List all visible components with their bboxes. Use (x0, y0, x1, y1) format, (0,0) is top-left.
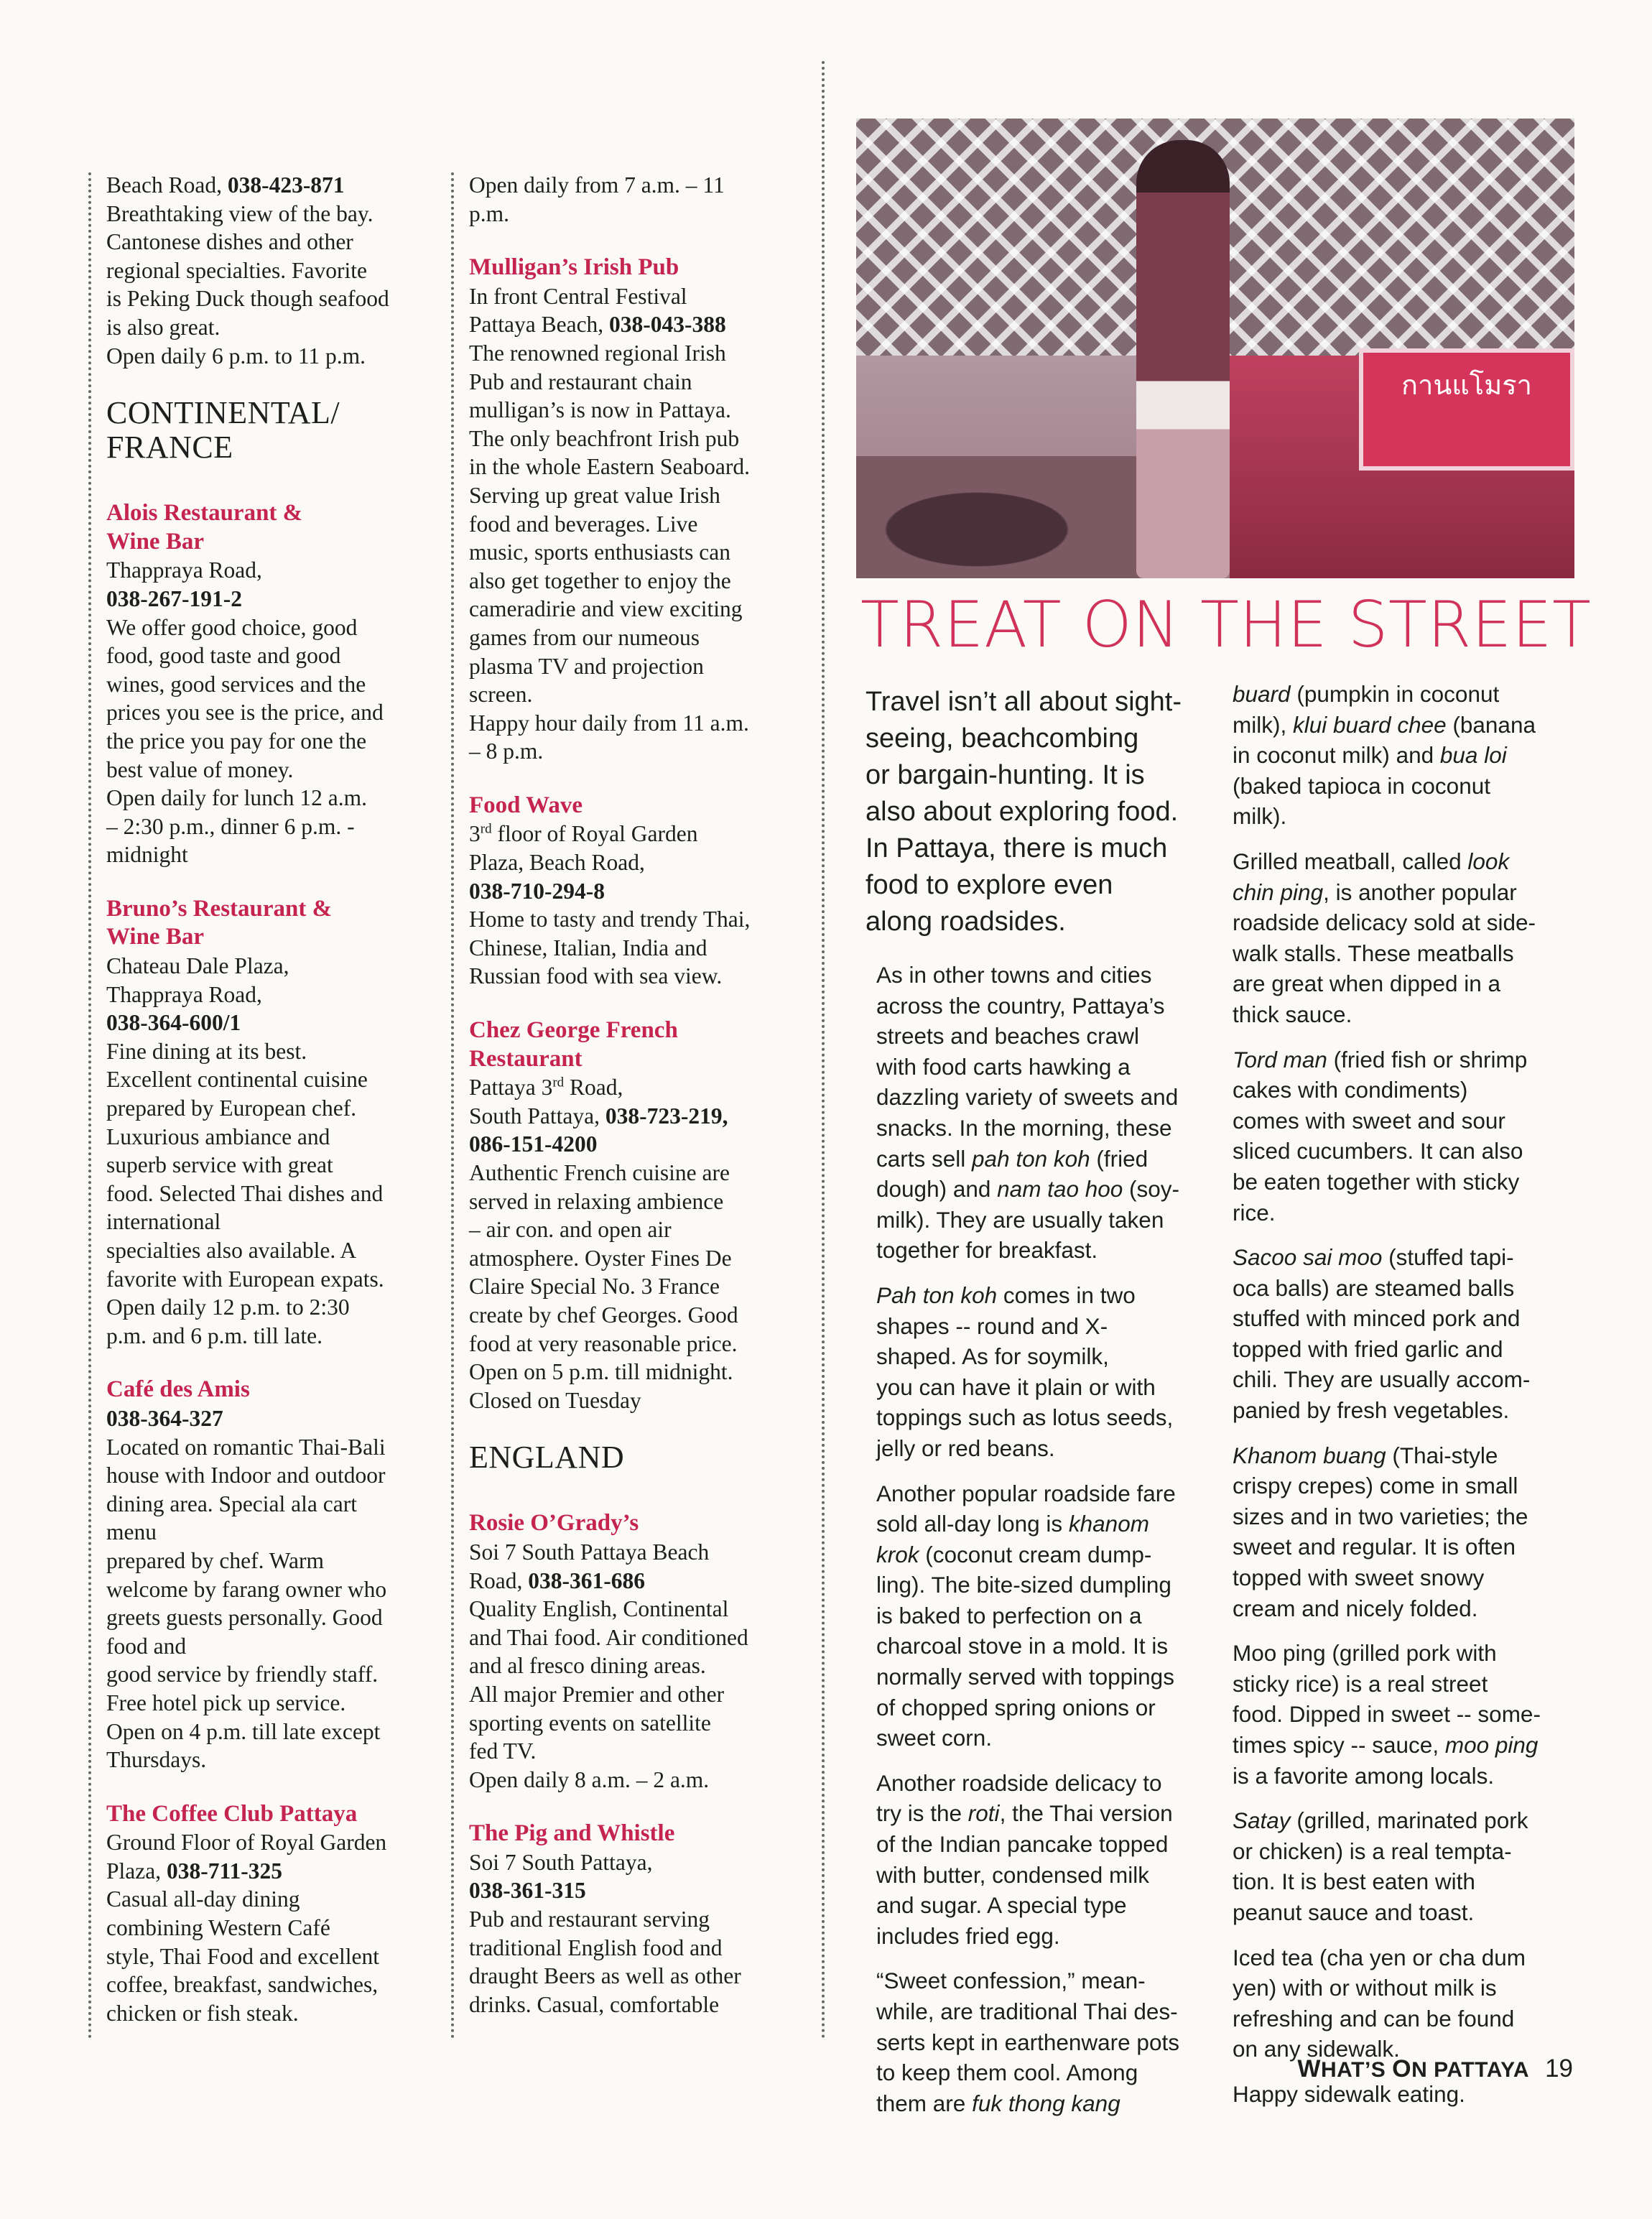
listing-line (469, 1876, 817, 1905)
listing-line: Thursdays. (106, 1747, 207, 1773)
feature-line: are great when dipped in a (1233, 970, 1501, 997)
restaurant-listing (106, 499, 469, 869)
phone-number: 038-723-219, (605, 1103, 728, 1129)
publication-name: WHAT’S ON PATTAYA (1297, 2055, 1530, 2083)
feature-line: As in other towns and cities (876, 962, 1152, 988)
listing-line: – 8 p.m. (469, 738, 544, 764)
feature-line: stuffed with minced pork and (1233, 1305, 1521, 1332)
section-heading-line: FRANCE (106, 430, 233, 465)
listing-line: cameradirie and view exciting (469, 596, 743, 622)
feature-line: Moo ping (grilled pork with (1233, 1640, 1497, 1667)
listing-line: Open daily 12 p.m. to 2:30 (106, 1294, 350, 1320)
listing-line: Russian food with sea view. (469, 963, 723, 989)
listing-line: create by chef Georges. Good (469, 1302, 738, 1328)
feature-paragraph (876, 1768, 1214, 1952)
listing-line: is also great. (106, 314, 221, 340)
italic-term: look (1467, 848, 1510, 874)
listing-line: The renowned regional Irish (469, 340, 726, 366)
feature-paragraph (1233, 1805, 1577, 1927)
listing-line: combining Western Café (106, 1915, 330, 1941)
listing-line: is Peking Duck though seafood (106, 286, 389, 312)
feature-line: and sugar. A special type (876, 1892, 1127, 1919)
listing-line: sporting events on satellite (469, 1710, 711, 1736)
listing-line: drinks. Casual, comfortable (469, 1991, 720, 2017)
feature-line: is baked to perfection on a (876, 1602, 1142, 1629)
feature-column-a (876, 960, 1214, 2133)
feature-line: food. Dipped in sweet -- some- (1233, 1701, 1541, 1728)
feature-line: with food carts hawking a (876, 1053, 1131, 1080)
feature-line: crispy crepes) come in small (1233, 1473, 1518, 1499)
listing-line: Located on romantic Thai-Bali (106, 1434, 386, 1460)
restaurant-listing (106, 895, 469, 1351)
section-heading (469, 1440, 817, 1475)
listing-line: also get together to enjoy the (469, 568, 731, 593)
feature-line: together for breakfast. (876, 1237, 1098, 1264)
restaurant-name: Rosie O’Grady’s (469, 1510, 639, 1537)
feature-line: (baked tapioca in coconut (1233, 772, 1490, 799)
feature-paragraph (1233, 1942, 1577, 2065)
feature-line: krok (coconut cream dump- (876, 1541, 1152, 1567)
listing-line: Open daily from 7 a.m. – 11 (469, 172, 725, 198)
italic-term: Pah ton koh (876, 1282, 998, 1308)
feature-line: Tord man (fried fish or shrimp (1233, 1046, 1528, 1073)
feature-line: shapes -- round and X- (876, 1312, 1108, 1339)
column-divider (88, 172, 91, 2040)
feature-line: tion. It is best eaten with (1233, 1868, 1475, 1895)
listing-line: Open on 5 p.m. till midnight. (469, 1359, 733, 1385)
motorbike-shape (856, 456, 1158, 578)
listing-line: wines, good services and the (106, 671, 366, 697)
superscript: rd (552, 1075, 565, 1090)
lead-line: also about exploring food. (866, 797, 1179, 827)
feature-paragraph (876, 1965, 1214, 2118)
listing-line: Closed on Tuesday (469, 1387, 641, 1413)
feature-line: cream and nicely folded. (1233, 1595, 1478, 1621)
feature-line: yen) with or without milk is (1233, 1975, 1497, 2001)
listing-line: menu (106, 1519, 157, 1545)
listing-line: All major Premier and other (469, 1681, 725, 1707)
listing-line: welcome by farang owner who (106, 1576, 387, 1602)
feature-paragraph (876, 960, 1214, 1266)
italic-term: buard (1233, 681, 1291, 707)
section-heading-line: ENGLAND (469, 1440, 625, 1476)
listing-line: – air con. and open air (469, 1217, 672, 1243)
page-footer (1297, 2054, 1573, 2085)
restaurant-listing (469, 254, 817, 766)
italic-term: moo ping (1444, 1732, 1539, 1758)
listing-line: midnight (106, 842, 188, 868)
listing-line: Quality English, Continental (469, 1596, 729, 1622)
listing-line: served in relaxing ambience (469, 1188, 724, 1214)
feature-line: sold all-day long is khanom (876, 1511, 1149, 1537)
restaurant-name: Chez George French (469, 1017, 678, 1044)
listing-line: food. Selected Thai dishes and (106, 1180, 384, 1206)
listing-line: Pub and restaurant chain (469, 369, 692, 394)
feature-line: you can have it plain or with (876, 1373, 1156, 1400)
feature-column-b (1233, 679, 1577, 2124)
restaurant-listing (469, 1820, 817, 2019)
listing-line: Soi 7 South Pattaya, (469, 1849, 653, 1875)
listing-line (469, 1130, 817, 1159)
listing-line: best value of money. (106, 756, 294, 782)
listing-line: chicken or fish steak. (106, 2000, 299, 2026)
listing-line: specialties also available. A (106, 1238, 357, 1263)
listing-line: regional specialties. Favorite (106, 257, 368, 283)
listing-line: Excellent continental cuisine (106, 1067, 368, 1093)
feature-line: Another popular roadside fare (876, 1480, 1176, 1506)
listing-line: fed TV. (469, 1738, 537, 1764)
listing-line: Happy hour daily from 11 a.m. (469, 710, 749, 736)
feature-lead (866, 684, 1225, 940)
listing-line: house with Indoor and outdoor (106, 1463, 386, 1488)
feature-line: comes with sweet and sour (1233, 1107, 1505, 1134)
listing-line: style, Thai Food and excellent (106, 1943, 379, 1969)
listing-line: atmosphere. Oyster Fines De (469, 1245, 732, 1271)
listing-line: Fine dining at its best. (106, 1038, 307, 1064)
feature-line: cakes with condiments) (1233, 1077, 1468, 1103)
italic-term: nam tao hoo (997, 1176, 1123, 1203)
listing-line: – 2:30 p.m., dinner 6 p.m. - (106, 813, 355, 839)
listing-line: dining area. Special ala cart (106, 1491, 357, 1516)
listing-line: food and (106, 1633, 187, 1659)
listing-line (106, 585, 469, 613)
feature-line: Iced tea (cha yen or cha dum (1233, 1944, 1526, 1970)
feature-line: milk). (1233, 803, 1287, 830)
section-heading-line: CONTINENTAL/ (106, 395, 340, 431)
listing-line: plasma TV and projection (469, 653, 704, 679)
listing-line: and al fresco dining areas. (469, 1653, 706, 1679)
feature-line: on any sidewalk. (1233, 2036, 1400, 2062)
listing-line: Thappraya Road, (106, 557, 262, 583)
feature-line: panied by fresh vegetables. (1233, 1397, 1510, 1424)
feature-paragraph (876, 1280, 1214, 1464)
feature-line: Pah ton koh comes in two (876, 1282, 1136, 1308)
feature-line: jelly or red beans. (876, 1435, 1055, 1461)
listing-line: traditional English food and (469, 1935, 723, 1960)
feature-line: Sacoo sai moo (stuffed tapi- (1233, 1244, 1514, 1271)
feature-line: chili. They are usually accom- (1233, 1366, 1531, 1393)
feature-line: serts kept in earthenware pots (876, 2029, 1179, 2055)
listing-line: Plaza, Beach Road, (469, 850, 645, 876)
column-divider (822, 61, 825, 2040)
italic-term: pah ton koh (972, 1145, 1090, 1172)
vendor-figure (1136, 140, 1230, 578)
listing-line: greets guests personally. Good (106, 1605, 383, 1631)
italic-term: khanom (1068, 1511, 1149, 1537)
listing-line: Open daily for lunch 12 a.m. (106, 785, 368, 811)
listing-line: The only beachfront Irish pub (469, 425, 740, 451)
phone-number: 038-423-871 (227, 172, 345, 198)
italic-term: fuk thong kang (972, 2090, 1120, 2116)
feature-paragraph (876, 1478, 1214, 1754)
listing-line: prices you see is the price, and (106, 700, 384, 726)
feature-line: Khanom buang (Thai-style (1233, 1442, 1498, 1468)
listing-line: Casual all-day dining (106, 1886, 300, 1912)
restaurant-listing (469, 1509, 817, 1794)
listing-line: Plaza, 038-711-325 (106, 1858, 282, 1884)
restaurant-name: Bruno’s Restaurant & (106, 895, 333, 922)
feature-line: ling). The bite-sized dumpling (876, 1572, 1171, 1598)
listing-line: Open on 4 p.m. till late except (106, 1718, 381, 1744)
listing-line: games from our numeous (469, 624, 700, 650)
lead-line: Travel isn’t all about sight- (866, 687, 1182, 717)
feature-line: with butter, condensed milk (876, 1861, 1149, 1888)
listing-line: Soi 7 South Pattaya Beach (469, 1539, 710, 1565)
listing-line: international (106, 1209, 221, 1235)
phone-number: 038-364-327 (106, 1405, 223, 1431)
phone-number: 038-364-600/1 (106, 1010, 241, 1036)
feature-paragraph (1233, 1044, 1577, 1228)
restaurant-name: Restaurant (469, 1045, 583, 1072)
feature-line: while, are traditional Thai des- (876, 1998, 1178, 2024)
listing-line: Chinese, Italian, India and (469, 935, 707, 960)
feature-line: of the Indian pancake topped (876, 1831, 1169, 1858)
feature-line: normally served with toppings (876, 1664, 1174, 1690)
listing-line: food and beverages. Live (469, 511, 698, 537)
feature-line: carts sell pah ton koh (fried (876, 1145, 1148, 1172)
cart-sign (1359, 348, 1574, 471)
feature-line: Satay (grilled, marinated pork (1233, 1807, 1528, 1834)
phone-number: 038-361-686 (528, 1567, 645, 1593)
listing-line: Pattaya 3rd Road, (469, 1075, 623, 1101)
restaurant-listing (106, 171, 469, 370)
listing-line: coffee, breakfast, sandwiches, (106, 1972, 379, 1998)
listing-line: the price you pay for one the (106, 728, 367, 754)
lead-line: food to explore even (866, 870, 1113, 900)
feature-line: “Sweet confession,” mean- (876, 1968, 1146, 1994)
listing-line: We offer good choice, good (106, 614, 358, 640)
listing-line: Beach Road, 038-423-871 (106, 172, 345, 198)
listing-line: Pattaya Beach, 038-043-388 (469, 312, 726, 338)
listing-line: Authentic French cuisine are (469, 1160, 730, 1185)
feature-line: Grilled meatball, called look (1233, 848, 1510, 874)
restaurant-name: Alois Restaurant & (106, 500, 303, 527)
cart-sign-text: กานแโมรา (1401, 369, 1533, 401)
restaurant-listing (469, 1016, 817, 1414)
phone-number: 038-361-315 (469, 1878, 586, 1904)
listing-line (469, 877, 817, 906)
listing-line: Road, 038-361-686 (469, 1567, 645, 1593)
italic-term: chin ping (1233, 879, 1324, 905)
listing-line: Open daily 8 a.m. – 2 a.m. (469, 1766, 710, 1792)
feature-line: toppings such as lotus seeds, (876, 1404, 1174, 1431)
restaurant-name: The Coffee Club Pattaya (106, 1800, 358, 1827)
restaurant-name: Wine Bar (106, 924, 204, 950)
feature-line: is a favorite among locals. (1233, 1762, 1495, 1789)
listing-line: music, sports enthusiasts can (469, 539, 730, 565)
listings-column-middle (469, 171, 817, 2044)
feature-line: across the country, Pattaya’s (876, 992, 1165, 1019)
feature-line: times spicy -- sauce, moo ping (1233, 1732, 1539, 1758)
feature-line: or chicken) is a real tempta- (1233, 1838, 1512, 1864)
restaurant-name: Mulligan’s Irish Pub (469, 254, 679, 281)
listing-line: food, good taste and good (106, 643, 341, 669)
listing-line: Free hotel pick up service. (106, 1690, 346, 1715)
listing-line: good service by friendly staff. (106, 1662, 379, 1687)
feature-line: charcoal stove in a mold. It is (876, 1633, 1169, 1659)
listing-line: South Pattaya, 038-723-219, (469, 1103, 728, 1129)
feature-line: includes fried egg. (876, 1922, 1060, 1949)
restaurant-listing (106, 1800, 469, 2028)
feature-line: snacks. In the morning, these (876, 1114, 1172, 1141)
listing-line: draught Beers as well as other (469, 1963, 741, 1989)
restaurant-listing (106, 1376, 469, 1774)
listing-line: Ground Floor of Royal Garden (106, 1830, 387, 1856)
feature-line: thick sauce. (1233, 1001, 1352, 1027)
listing-line: 3rd floor of Royal Garden (469, 821, 698, 847)
feature-paragraph (1233, 1440, 1577, 1624)
phone-number: 038-043-388 (609, 312, 726, 338)
listing-line: favorite with European expats. (106, 1266, 384, 1292)
listing-line: superb service with great (106, 1152, 333, 1178)
italic-term: Khanom buang (1233, 1442, 1386, 1468)
feature-line: dazzling variety of sweets and (876, 1084, 1179, 1111)
feature-line: Another roadside delicacy to (876, 1769, 1162, 1796)
listing-line: Pub and restaurant serving (469, 1907, 710, 1932)
feature-line: dough) and nam tao hoo (soy- (876, 1176, 1180, 1203)
listing-line: Luxurious ambiance and (106, 1124, 330, 1149)
feature-line: rice. (1233, 1199, 1276, 1226)
italic-term: roti (967, 1800, 1000, 1827)
superscript: rd (480, 821, 492, 837)
italic-term: krok (876, 1541, 919, 1567)
listing-line: and Thai food. Air conditioned (469, 1624, 748, 1650)
listing-line: Open daily 6 p.m. to 11 p.m. (106, 343, 366, 369)
listings-column-left (106, 171, 469, 2053)
feature-line: them are fuk thong kang (876, 2090, 1120, 2116)
lead-line: seeing, beachcombing (866, 723, 1139, 754)
restaurant-listing (469, 171, 817, 228)
listing-line: Serving up great value Irish (469, 482, 720, 508)
italic-term: bua loi (1439, 742, 1507, 769)
phone-number: 038-710-294-8 (469, 878, 605, 904)
lead-line: along roadsides. (866, 907, 1066, 937)
feature-line: walk stalls. These meatballs (1233, 940, 1514, 966)
italic-term: Satay (1233, 1807, 1291, 1834)
listing-line (106, 1009, 469, 1037)
feature-line: streets and beaches crawl (876, 1023, 1139, 1050)
feature-line: milk), klui buard chee (banana (1233, 711, 1536, 738)
feature-line: chin ping, is another popular (1233, 879, 1517, 905)
feature-line: shaped. As for soymilk, (876, 1343, 1109, 1370)
feature-line: try is the roti, the Thai version (876, 1800, 1173, 1827)
feature-line: be eaten together with sticky (1233, 1168, 1520, 1195)
feature-headline: TREAT ON THE STREET (860, 588, 1592, 662)
feature-line: sliced cucumbers. It can also (1233, 1138, 1523, 1164)
feature-line: sticky rice) is a real street (1233, 1670, 1488, 1697)
feature-line: oca balls) are steamed balls (1233, 1274, 1515, 1301)
listing-line: Home to tasty and trendy Thai, (469, 907, 751, 932)
section-heading (106, 396, 469, 465)
restaurant-name: Wine Bar (106, 528, 204, 555)
lead-line: In Pattaya, there is much (866, 833, 1168, 863)
restaurant-listing (469, 792, 817, 991)
italic-term: Tord man (1233, 1046, 1327, 1073)
feature-line: sweet and regular. It is often (1233, 1534, 1516, 1560)
restaurant-name: Food Wave (469, 792, 583, 818)
page-number: 19 (1545, 2054, 1573, 2083)
feature-line: buard (pumpkin in coconut (1233, 681, 1500, 707)
feature-line: sizes and in two varieties; the (1233, 1503, 1528, 1529)
listing-line: In front Central Festival (469, 283, 687, 309)
phone-number: 086-151-4200 (469, 1131, 598, 1157)
listing-line: Breathtaking view of the bay. (106, 200, 373, 226)
feature-line: peanut sauce and toast. (1233, 1899, 1475, 1925)
restaurant-name: The Pig and Whistle (469, 1820, 675, 1847)
listing-line: Claire Special No. 3 France (469, 1274, 720, 1300)
italic-term: Sacoo sai moo (1233, 1244, 1383, 1271)
italic-term: klui buard chee (1292, 711, 1447, 738)
feature-line: in coconut milk) and bua loi (1233, 742, 1507, 769)
feature-paragraph (1233, 679, 1577, 832)
feature-paragraph (1233, 846, 1577, 1030)
feature-line: topped with sweet snowy (1233, 1565, 1485, 1591)
feature-line: sweet corn. (876, 1725, 993, 1751)
phone-number: 038-711-325 (166, 1858, 282, 1884)
phone-number: 038-267-191-2 (106, 585, 242, 611)
feature-line: milk). They are usually taken (876, 1206, 1164, 1233)
listing-line: food at very reasonable price. (469, 1330, 738, 1356)
listing-line: Thappraya Road, (106, 981, 262, 1007)
listing-line: mulligan’s is now in Pattaya. (469, 397, 731, 423)
listing-line (106, 1404, 469, 1433)
feature-paragraph (1233, 1638, 1577, 1791)
feature-line: to keep them cool. Among (876, 2060, 1138, 2086)
listing-line: p.m. and 6 p.m. till late. (106, 1322, 322, 1348)
listing-line: in the whole Eastern Seaboard. (469, 454, 750, 480)
listing-line: prepared by European chef. (106, 1095, 357, 1121)
listing-line: prepared by chef. Warm (106, 1547, 324, 1573)
lead-line: or bargain-hunting. It is (866, 760, 1145, 790)
feature-line: refreshing and can be found (1233, 2005, 1515, 2032)
feature-line: roadside delicacy sold at side- (1233, 909, 1536, 936)
feature-paragraph (1233, 1242, 1577, 1426)
feature-line: of chopped spring onions or (876, 1694, 1156, 1720)
listing-line: screen. (469, 682, 533, 708)
listing-line: Chateau Dale Plaza, (106, 953, 289, 979)
feature-line: topped with fried garlic and (1233, 1335, 1503, 1362)
listing-line: Cantonese dishes and other (106, 229, 353, 255)
feature-line: Happy sidewalk eating. (1233, 2080, 1465, 2107)
street-food-cart-photo (856, 119, 1574, 578)
restaurant-name: Café des Amis (106, 1376, 250, 1403)
listing-line: p.m. (469, 200, 510, 226)
